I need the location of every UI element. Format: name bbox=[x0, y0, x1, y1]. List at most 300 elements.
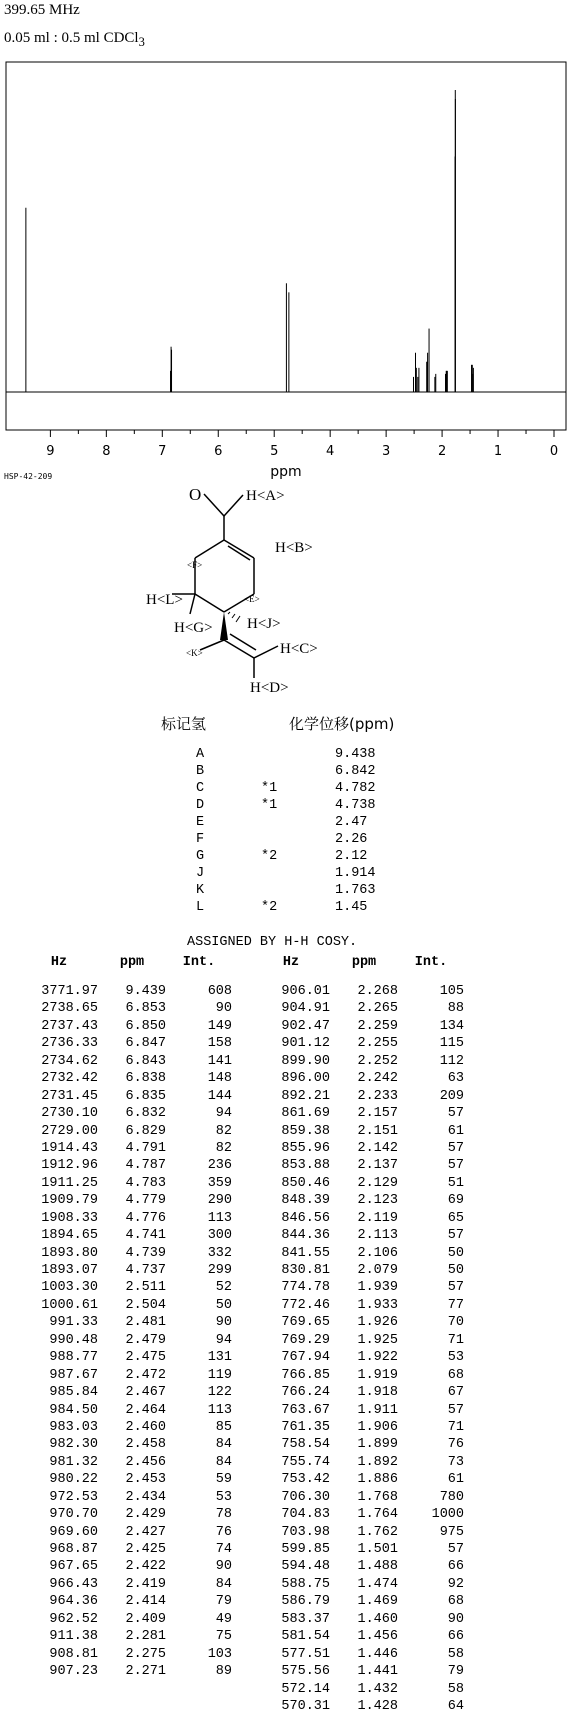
table-row bbox=[20, 1436, 232, 1453]
cell-pp: 1.469 bbox=[357, 1594, 398, 1610]
cell-hz: 766.85 bbox=[281, 1367, 330, 1383]
h-label-g: H<G> bbox=[174, 620, 213, 636]
cell-hz: 983.03 bbox=[49, 1419, 98, 1435]
cell-in: 105 bbox=[439, 984, 464, 999]
cell-in: 78 bbox=[215, 1507, 232, 1523]
assign-note: *2 bbox=[261, 849, 278, 864]
bond-vinyl-2 bbox=[254, 646, 278, 658]
table-row bbox=[20, 1000, 232, 1017]
cell-pp: 2.119 bbox=[357, 1210, 398, 1226]
cell-pp: 2.281 bbox=[125, 1629, 166, 1645]
assign-row bbox=[196, 848, 395, 865]
sample-code: HSP-42-209 bbox=[4, 472, 53, 481]
assign-shift: 9.438 bbox=[335, 747, 376, 762]
table-row bbox=[20, 1297, 232, 1314]
cell-in: 975 bbox=[439, 1524, 464, 1540]
cell-pp: 2.472 bbox=[125, 1367, 166, 1383]
cell-pp: 2.255 bbox=[357, 1036, 398, 1052]
cell-in: 66 bbox=[447, 1629, 464, 1645]
table-row bbox=[252, 1663, 464, 1680]
assign-label: G bbox=[196, 849, 205, 864]
cell-pp: 2.429 bbox=[125, 1507, 166, 1523]
cell-hz: 906.01 bbox=[281, 984, 330, 999]
cell-in: 73 bbox=[447, 1454, 464, 1470]
cell-in: 57 bbox=[447, 1140, 464, 1156]
assign-shift: 2.12 bbox=[335, 849, 368, 864]
cell-in: 57 bbox=[447, 1158, 464, 1174]
cell-hz: 982.30 bbox=[49, 1437, 98, 1453]
cell-hz: 767.94 bbox=[281, 1350, 330, 1366]
cell-in: 144 bbox=[207, 1088, 232, 1104]
cell-hz: 2736.33 bbox=[41, 1036, 98, 1052]
bond-ch3 bbox=[200, 640, 224, 650]
cell-pp: 2.464 bbox=[125, 1402, 166, 1418]
cell-pp: 2.151 bbox=[357, 1123, 398, 1139]
table-row bbox=[20, 1576, 232, 1593]
cell-hz: 753.42 bbox=[281, 1472, 330, 1488]
cell-in: 82 bbox=[215, 1123, 232, 1139]
table-row bbox=[252, 1628, 464, 1645]
cell-hz: 772.46 bbox=[281, 1297, 330, 1313]
cell-in: 122 bbox=[207, 1385, 232, 1401]
cell-hz: 706.30 bbox=[281, 1489, 330, 1505]
assign-row bbox=[196, 814, 395, 831]
assign-shift: 2.26 bbox=[335, 832, 368, 847]
cell-pp: 1.906 bbox=[357, 1419, 398, 1435]
cell-in: 90 bbox=[215, 1315, 232, 1331]
cell-pp: 2.106 bbox=[357, 1245, 398, 1261]
x-tick-label-7: 7 bbox=[158, 444, 167, 459]
h-label-b: H<B> bbox=[275, 540, 313, 556]
cell-pp: 1.501 bbox=[357, 1542, 398, 1557]
cell-hz: 841.55 bbox=[281, 1245, 330, 1261]
cell-hz: 599.85 bbox=[281, 1542, 330, 1557]
peak-table-right bbox=[252, 955, 464, 1715]
hash-bond bbox=[228, 612, 240, 622]
cell-in: 131 bbox=[207, 1350, 232, 1366]
cell-in: 84 bbox=[215, 1576, 232, 1592]
ticks-group bbox=[46, 430, 558, 459]
frequency-label: 399.65 MHz bbox=[4, 2, 80, 18]
cell-pp: 1.926 bbox=[357, 1315, 398, 1331]
cell-hz: 848.39 bbox=[281, 1193, 330, 1209]
cell-hz: 830.81 bbox=[281, 1263, 330, 1278]
cell-pp: 1.918 bbox=[357, 1385, 398, 1401]
table-row bbox=[252, 1070, 464, 1087]
table-row bbox=[20, 1088, 232, 1105]
cell-hz: 984.50 bbox=[49, 1402, 98, 1418]
cell-hz: 755.74 bbox=[281, 1454, 330, 1470]
cell-pp: 1.474 bbox=[357, 1576, 398, 1592]
assign-row bbox=[196, 882, 395, 899]
x-axis-label: ppm bbox=[270, 464, 302, 480]
cell-in: 67 bbox=[447, 1385, 464, 1401]
assign-label: D bbox=[196, 798, 205, 813]
table-row bbox=[252, 1489, 464, 1506]
cell-hz: 1912.96 bbox=[41, 1158, 98, 1174]
table-row bbox=[252, 1367, 464, 1384]
assign-label: B bbox=[196, 764, 205, 779]
cell-pp: 2.425 bbox=[125, 1542, 166, 1557]
cell-hz: 980.22 bbox=[49, 1472, 98, 1488]
bond-ring-6 bbox=[195, 540, 224, 558]
cell-in: 113 bbox=[207, 1210, 232, 1226]
bond-ring-1 bbox=[224, 540, 254, 558]
assign-note bbox=[261, 814, 335, 831]
table-row bbox=[20, 1053, 232, 1070]
cell-pp: 2.142 bbox=[357, 1140, 398, 1156]
cell-hz: 988.77 bbox=[49, 1350, 98, 1366]
header-pp: ppm bbox=[119, 955, 145, 970]
cell-hz: 704.83 bbox=[281, 1507, 330, 1523]
bond-ring-4 bbox=[195, 594, 224, 612]
table-row bbox=[252, 1314, 464, 1331]
cell-pp: 6.835 bbox=[125, 1088, 166, 1104]
cell-hz: 1909.79 bbox=[41, 1193, 98, 1209]
table-row bbox=[252, 1698, 464, 1715]
cell-in: 57 bbox=[447, 1228, 464, 1244]
assign-note bbox=[261, 746, 335, 763]
cell-in: 299 bbox=[207, 1263, 232, 1278]
peak-table-header bbox=[252, 955, 464, 973]
assign-label: J bbox=[196, 866, 205, 881]
cell-pp: 2.268 bbox=[357, 984, 398, 999]
assign-row bbox=[196, 763, 395, 780]
cell-in: 84 bbox=[215, 1454, 232, 1470]
cell-pp: 2.504 bbox=[125, 1297, 166, 1313]
cell-in: 58 bbox=[447, 1646, 464, 1662]
assign-note bbox=[261, 831, 335, 848]
cell-pp: 1.919 bbox=[357, 1367, 398, 1383]
table-row bbox=[252, 1210, 464, 1227]
table-row bbox=[20, 1105, 232, 1122]
table-row bbox=[252, 1192, 464, 1209]
cell-pp: 6.832 bbox=[125, 1106, 166, 1122]
cell-pp: 4.737 bbox=[125, 1263, 166, 1278]
cell-pp: 2.123 bbox=[357, 1193, 398, 1209]
x-tick-label-8: 8 bbox=[102, 444, 111, 459]
assign-shift: 1.763 bbox=[335, 883, 376, 898]
cell-in: 76 bbox=[215, 1524, 232, 1540]
h-label-d: H<D> bbox=[250, 680, 289, 696]
sample-prefix: 0.05 ml : 0.5 ml CDCl bbox=[4, 30, 139, 46]
cell-hz: 850.46 bbox=[281, 1175, 330, 1191]
table-row bbox=[20, 1646, 232, 1663]
cell-pp: 6.829 bbox=[125, 1123, 166, 1139]
cell-hz: 2730.10 bbox=[41, 1106, 98, 1122]
cell-in: 53 bbox=[215, 1489, 232, 1505]
cell-pp: 1.939 bbox=[357, 1280, 398, 1296]
cell-in: 53 bbox=[447, 1350, 464, 1366]
cell-in: 94 bbox=[215, 1332, 232, 1348]
peaks-group bbox=[6, 90, 566, 392]
table-row bbox=[20, 1628, 232, 1645]
table-row bbox=[20, 1524, 232, 1541]
cell-hz: 968.87 bbox=[49, 1542, 98, 1557]
cell-in: 58 bbox=[447, 1681, 464, 1697]
table-row bbox=[20, 1611, 232, 1628]
table-row bbox=[252, 1297, 464, 1314]
assign-note bbox=[261, 865, 335, 882]
cell-pp: 2.511 bbox=[125, 1280, 166, 1296]
cell-pp: 1.925 bbox=[357, 1332, 398, 1348]
table-row bbox=[20, 1279, 232, 1296]
cell-in: 65 bbox=[447, 1210, 464, 1226]
table-row bbox=[252, 1157, 464, 1174]
cell-in: 51 bbox=[447, 1175, 464, 1191]
h-label-c: H<C> bbox=[280, 641, 318, 657]
cell-pp: 2.252 bbox=[357, 1053, 398, 1069]
assign-row bbox=[196, 746, 395, 763]
cell-pp: 1.892 bbox=[357, 1454, 398, 1470]
cell-pp: 2.479 bbox=[125, 1332, 166, 1348]
cell-in: 332 bbox=[207, 1245, 232, 1261]
assign-row bbox=[196, 899, 395, 916]
header-in: Int. bbox=[182, 955, 216, 970]
cell-in: 68 bbox=[447, 1367, 464, 1383]
cell-pp: 2.475 bbox=[125, 1350, 166, 1366]
table-row bbox=[252, 1105, 464, 1122]
cell-pp: 1.899 bbox=[357, 1437, 398, 1453]
wedge-bond bbox=[220, 612, 228, 640]
assign-label: L bbox=[196, 900, 205, 915]
cell-pp: 4.783 bbox=[125, 1175, 166, 1191]
cell-in: 79 bbox=[215, 1594, 232, 1610]
table-row bbox=[20, 1157, 232, 1174]
cell-hz: 967.65 bbox=[49, 1559, 98, 1575]
cell-in: 71 bbox=[447, 1419, 464, 1435]
x-tick-label-6: 6 bbox=[214, 444, 223, 459]
molecule-structure bbox=[0, 480, 570, 710]
cell-hz: 966.43 bbox=[49, 1576, 98, 1592]
table-row bbox=[20, 1314, 232, 1331]
assign-note: *1 bbox=[261, 798, 278, 813]
cell-pp: 1.456 bbox=[357, 1629, 398, 1645]
table-row bbox=[20, 1454, 232, 1471]
cell-in: 89 bbox=[215, 1664, 232, 1680]
cell-pp: 1.768 bbox=[357, 1489, 398, 1505]
cell-hz: 846.56 bbox=[281, 1210, 330, 1226]
cell-in: 59 bbox=[215, 1472, 232, 1488]
cell-hz: 899.90 bbox=[281, 1053, 330, 1069]
table-row bbox=[20, 1558, 232, 1575]
cell-hz: 1908.33 bbox=[41, 1210, 98, 1226]
table-row bbox=[20, 1593, 232, 1610]
bond-ch bbox=[224, 495, 243, 516]
assign-shift: 2.47 bbox=[335, 815, 368, 830]
assign-note bbox=[261, 763, 335, 780]
cell-pp: 2.414 bbox=[125, 1594, 166, 1610]
assign-label: E bbox=[196, 815, 205, 830]
cell-pp: 2.113 bbox=[357, 1228, 398, 1244]
assign-shift: 1.914 bbox=[335, 866, 376, 881]
cell-hz: 859.38 bbox=[281, 1123, 330, 1139]
assign-shift: 1.45 bbox=[335, 900, 368, 915]
cell-hz: 2738.65 bbox=[41, 1001, 98, 1017]
cell-hz: 861.69 bbox=[281, 1106, 330, 1122]
cell-hz: 703.98 bbox=[281, 1524, 330, 1540]
cell-pp: 2.481 bbox=[125, 1315, 166, 1331]
cell-in: 57 bbox=[447, 1542, 464, 1557]
cell-in: 780 bbox=[439, 1489, 464, 1505]
cell-pp: 2.137 bbox=[357, 1158, 398, 1174]
cell-in: 236 bbox=[207, 1158, 232, 1174]
cell-pp: 1.886 bbox=[357, 1472, 398, 1488]
table-row bbox=[252, 1558, 464, 1575]
cell-hz: 1893.07 bbox=[41, 1263, 98, 1278]
table-row bbox=[252, 1279, 464, 1296]
cell-hz: 575.56 bbox=[281, 1664, 330, 1680]
table-row bbox=[20, 1506, 232, 1523]
assign-label: F bbox=[196, 832, 205, 847]
cell-pp: 4.776 bbox=[125, 1210, 166, 1226]
table-row bbox=[252, 1088, 464, 1105]
assign-note: *1 bbox=[261, 781, 278, 796]
cell-pp: 2.409 bbox=[125, 1611, 166, 1627]
cell-in: 90 bbox=[447, 1611, 464, 1627]
cell-hz: 892.21 bbox=[281, 1088, 330, 1104]
cell-pp: 2.456 bbox=[125, 1454, 166, 1470]
peak-table-header bbox=[20, 955, 232, 973]
cell-pp: 1.432 bbox=[357, 1681, 398, 1697]
table-row bbox=[252, 1541, 464, 1558]
assign-row bbox=[196, 797, 395, 814]
bond-vinyl-double bbox=[230, 634, 256, 650]
cell-in: 359 bbox=[207, 1175, 232, 1191]
cell-in: 82 bbox=[215, 1140, 232, 1156]
cell-hz: 2731.45 bbox=[41, 1088, 98, 1104]
table-row bbox=[252, 1454, 464, 1471]
cell-hz: 763.67 bbox=[281, 1402, 330, 1418]
cell-hz: 769.29 bbox=[281, 1332, 330, 1348]
cell-pp: 2.079 bbox=[357, 1263, 398, 1278]
assign-row bbox=[196, 780, 395, 797]
assign-shift: 6.842 bbox=[335, 764, 376, 779]
cell-hz: 2737.43 bbox=[41, 1018, 98, 1034]
cell-in: 50 bbox=[215, 1297, 232, 1313]
table-row bbox=[20, 1349, 232, 1366]
header-in: Int. bbox=[414, 955, 448, 970]
cell-hz: 2729.00 bbox=[41, 1123, 98, 1139]
bond-co bbox=[204, 494, 224, 516]
table-row bbox=[252, 1227, 464, 1244]
cell-in: 90 bbox=[215, 1001, 232, 1017]
cell-hz: 594.48 bbox=[281, 1559, 330, 1575]
cell-hz: 572.14 bbox=[281, 1681, 330, 1697]
cell-in: 61 bbox=[447, 1123, 464, 1139]
table-row bbox=[20, 1123, 232, 1140]
cell-in: 57 bbox=[447, 1106, 464, 1122]
cell-pp: 2.453 bbox=[125, 1472, 166, 1488]
assign-shift: 4.738 bbox=[335, 798, 376, 813]
table-row bbox=[20, 1262, 232, 1279]
cell-pp: 1.428 bbox=[357, 1698, 398, 1714]
cell-pp: 1.488 bbox=[357, 1559, 398, 1575]
cell-pp: 1.933 bbox=[357, 1297, 398, 1313]
cell-in: 66 bbox=[447, 1559, 464, 1575]
cell-hz: 853.88 bbox=[281, 1158, 330, 1174]
cell-pp: 1.922 bbox=[357, 1350, 398, 1366]
cell-in: 50 bbox=[447, 1245, 464, 1261]
table-row bbox=[252, 1262, 464, 1279]
ring-label-e: <E> bbox=[244, 594, 260, 604]
cell-hz: 766.24 bbox=[281, 1385, 330, 1401]
cell-hz: 588.75 bbox=[281, 1576, 330, 1592]
cell-in: 608 bbox=[207, 984, 232, 999]
table-row bbox=[252, 1576, 464, 1593]
cell-pp: 1.441 bbox=[357, 1664, 398, 1680]
cell-in: 85 bbox=[215, 1419, 232, 1435]
peak-table-left bbox=[20, 955, 232, 1681]
table-row bbox=[252, 1506, 464, 1523]
table-row bbox=[252, 1035, 464, 1052]
table-row bbox=[20, 1140, 232, 1157]
table-row bbox=[20, 1070, 232, 1087]
cell-in: 84 bbox=[215, 1437, 232, 1453]
table-row bbox=[252, 1593, 464, 1610]
cell-in: 61 bbox=[447, 1472, 464, 1488]
cosy-note: ASSIGNED BY H-H COSY. bbox=[187, 935, 358, 950]
table-row bbox=[20, 1663, 232, 1680]
cell-hz: 970.70 bbox=[49, 1507, 98, 1523]
cell-pp: 2.419 bbox=[125, 1576, 166, 1592]
cell-pp: 1.911 bbox=[357, 1402, 398, 1418]
cell-hz: 972.53 bbox=[49, 1489, 98, 1505]
cell-in: 158 bbox=[207, 1036, 232, 1052]
cell-in: 75 bbox=[215, 1629, 232, 1645]
table-row bbox=[20, 1035, 232, 1052]
assign-label: A bbox=[196, 747, 205, 762]
table-row bbox=[252, 1419, 464, 1436]
cell-pp: 2.242 bbox=[357, 1071, 398, 1087]
x-tick-label-4: 4 bbox=[326, 444, 335, 459]
table-row bbox=[252, 1140, 464, 1157]
cell-hz: 902.47 bbox=[281, 1018, 330, 1034]
table-row bbox=[252, 1524, 464, 1541]
cell-pp: 1.460 bbox=[357, 1611, 398, 1627]
assign-col-shift: 化学位移(ppm) bbox=[289, 715, 395, 733]
table-row bbox=[252, 1611, 464, 1628]
table-row bbox=[20, 1192, 232, 1209]
cell-in: 115 bbox=[439, 1036, 464, 1052]
header-pp: ppm bbox=[351, 955, 377, 970]
ring-label-f: <F> bbox=[187, 560, 203, 570]
cell-pp: 2.265 bbox=[357, 1001, 398, 1017]
cell-hz: 586.79 bbox=[281, 1594, 330, 1610]
h-label-j: H<J> bbox=[247, 616, 281, 632]
cell-pp: 4.787 bbox=[125, 1158, 166, 1174]
cell-pp: 4.779 bbox=[125, 1193, 166, 1209]
assignment-table bbox=[196, 746, 395, 916]
table-row bbox=[252, 1053, 464, 1070]
table-row bbox=[20, 1384, 232, 1401]
cell-hz: 1003.30 bbox=[41, 1280, 98, 1296]
cell-pp: 6.850 bbox=[125, 1018, 166, 1034]
table-row bbox=[20, 983, 232, 1000]
cell-hz: 964.36 bbox=[49, 1594, 98, 1610]
nmr-spectrum-chart bbox=[0, 0, 570, 480]
cell-pp: 2.458 bbox=[125, 1437, 166, 1453]
cell-in: 141 bbox=[207, 1053, 232, 1069]
cell-hz: 904.91 bbox=[281, 1001, 330, 1017]
cell-hz: 769.65 bbox=[281, 1315, 330, 1331]
table-row bbox=[20, 1175, 232, 1192]
h-label-l: H<L> bbox=[146, 592, 183, 608]
cell-hz: 570.31 bbox=[281, 1698, 330, 1714]
cell-pp: 2.422 bbox=[125, 1559, 166, 1575]
table-row bbox=[20, 1419, 232, 1436]
cell-pp: 6.843 bbox=[125, 1053, 166, 1069]
